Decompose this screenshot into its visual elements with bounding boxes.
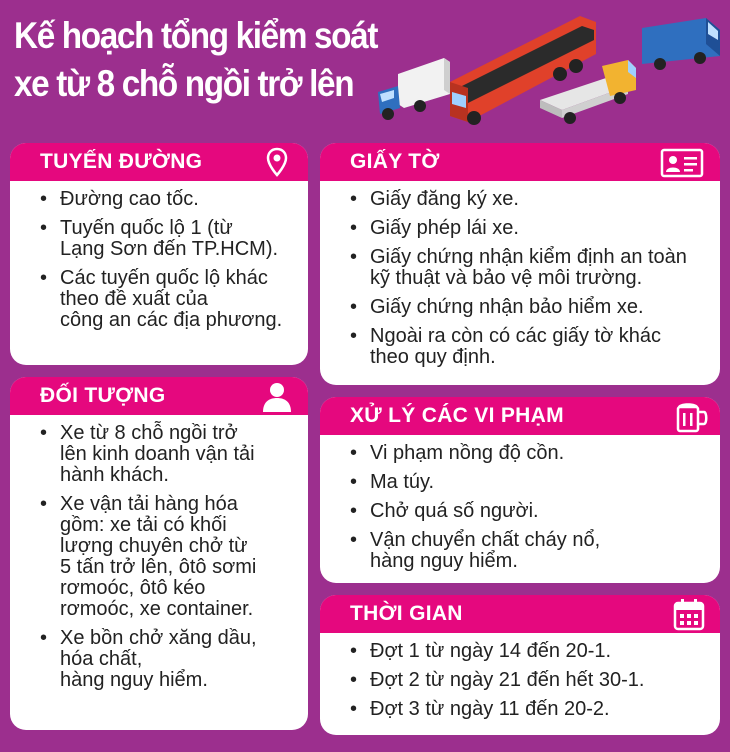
bullet-mark: • <box>40 217 48 239</box>
list-item-line: Xe vận tải hàng hóa <box>60 493 238 515</box>
list-item-line: Xe bồn chở xăng dầu, <box>60 627 257 649</box>
violations-heading: XỬ LÝ CÁC VI PHẠM <box>350 404 564 427</box>
list-item-line: lên kinh doanh vận tải <box>60 443 255 465</box>
bullet-mark: • <box>350 669 358 691</box>
list-item-line: Các tuyến quốc lộ khác <box>60 267 268 289</box>
list-item <box>40 423 296 486</box>
beer-mug-icon <box>674 399 710 433</box>
subjects-card-header <box>10 377 308 415</box>
person-icon <box>260 379 294 413</box>
list-item <box>350 326 708 368</box>
bullet-mark: • <box>40 493 48 515</box>
infographic-title <box>14 12 377 108</box>
list-item-line: Chở quá số người. <box>370 500 539 522</box>
bullet-mark: • <box>350 529 358 551</box>
list-item-line: Giấy chứng nhận kiểm định an toàn <box>370 246 687 268</box>
list-item-line: hành khách. <box>60 464 169 486</box>
id-card-icon <box>660 148 704 178</box>
bullet-mark: • <box>350 640 358 662</box>
bullet-mark: • <box>350 442 358 464</box>
list-item-line: rơmoóc, ôtô kéo <box>60 577 206 599</box>
subjects-heading: ĐỐI TƯỢNG <box>40 384 166 407</box>
list-item-line: hàng nguy hiểm. <box>60 669 208 691</box>
bullet-mark: • <box>40 267 48 289</box>
time-card <box>320 595 720 735</box>
bullet-mark: • <box>40 422 48 444</box>
list-item <box>40 494 296 620</box>
list-item-line: Đợt 2 từ ngày 21 đến hết 30-1. <box>370 669 645 691</box>
time-list <box>320 633 720 720</box>
list-item-line: Ngoài ra còn có các giấy tờ khác <box>370 325 662 347</box>
bullet-mark: • <box>40 188 48 210</box>
list-item <box>350 189 708 210</box>
routes-card-header <box>10 143 308 181</box>
list-item <box>350 699 708 720</box>
bullet-mark: • <box>350 325 358 347</box>
list-item-line: Giấy phép lái xe. <box>370 217 519 239</box>
list-item <box>350 670 708 691</box>
list-item-line: kỹ thuật và bảo vệ môi trường. <box>370 267 643 289</box>
bullet-mark: • <box>350 471 358 493</box>
list-item <box>350 641 708 662</box>
calendar-icon <box>672 597 706 631</box>
list-item-line: hàng nguy hiểm. <box>370 550 518 572</box>
list-item-line: Vận chuyển chất cháy nổ, <box>370 529 601 551</box>
bullet-mark: • <box>350 698 358 720</box>
vehicles-illustration <box>370 0 730 140</box>
bullet-mark: • <box>350 500 358 522</box>
bullet-mark: • <box>350 296 358 318</box>
papers-card-header <box>320 143 720 181</box>
list-item-line: Giấy đăng ký xe. <box>370 188 519 210</box>
bullet-mark: • <box>350 188 358 210</box>
list-item <box>350 530 708 572</box>
list-item-line: Xe từ 8 chỗ ngồi trở <box>60 422 238 444</box>
list-item-line: công an các địa phương. <box>60 309 283 331</box>
list-item <box>40 628 296 691</box>
papers-heading: GIẤY TỜ <box>350 150 440 173</box>
list-item-line: gồm: xe tải có khối <box>60 514 227 536</box>
list-item-line: lượng chuyên chở từ <box>60 535 248 557</box>
location-pin-icon <box>266 147 288 177</box>
list-item-line: Lạng Sơn đến TP.HCM). <box>60 238 279 260</box>
list-item-line: Vi phạm nồng độ cồn. <box>370 442 565 464</box>
van-icon <box>642 18 720 70</box>
list-item <box>350 501 708 522</box>
papers-list <box>320 181 720 368</box>
list-item <box>40 218 296 260</box>
subjects-list <box>10 415 308 691</box>
list-item <box>350 472 708 493</box>
list-item-line: Ma túy. <box>370 471 435 493</box>
bullet-mark: • <box>350 217 358 239</box>
list-item <box>350 247 708 289</box>
subjects-card <box>10 377 308 730</box>
list-item-line: Đường cao tốc. <box>60 188 199 210</box>
list-item-line: rơmoóc, xe container. <box>60 598 254 620</box>
routes-heading: TUYẾN ĐƯỜNG <box>40 150 203 173</box>
list-item-line: Đợt 1 từ ngày 14 đến 20-1. <box>370 640 612 662</box>
title-line-2: xe từ 8 chỗ ngồi trở lên <box>14 63 354 104</box>
list-item <box>40 268 296 331</box>
violations-list <box>320 435 720 572</box>
list-item-line: hóa chất, <box>60 648 143 670</box>
violations-card-header <box>320 397 720 435</box>
violations-card <box>320 397 720 583</box>
routes-list <box>10 181 308 331</box>
time-card-header <box>320 595 720 633</box>
list-item <box>40 189 296 210</box>
time-heading: THỜI GIAN <box>350 602 463 625</box>
list-item-line: theo đề xuất của <box>60 288 208 310</box>
routes-card <box>10 143 308 365</box>
bullet-mark: • <box>350 246 358 268</box>
list-item-line: Tuyến quốc lộ 1 (từ <box>60 217 233 239</box>
box-truck-icon <box>378 58 450 120</box>
list-item-line: Giấy chứng nhận bảo hiểm xe. <box>370 296 644 318</box>
list-item-line: theo quy định. <box>370 346 496 368</box>
list-item <box>350 218 708 239</box>
list-item-line: Đợt 3 từ ngày 11 đến 20-2. <box>370 698 610 720</box>
papers-card <box>320 143 720 385</box>
list-item <box>350 443 708 464</box>
bullet-mark: • <box>40 627 48 649</box>
title-line-1: Kế hoạch tổng kiểm soát <box>14 15 378 56</box>
list-item <box>350 297 708 318</box>
list-item-line: 5 tấn trở lên, ôtô sơmi <box>60 556 257 578</box>
